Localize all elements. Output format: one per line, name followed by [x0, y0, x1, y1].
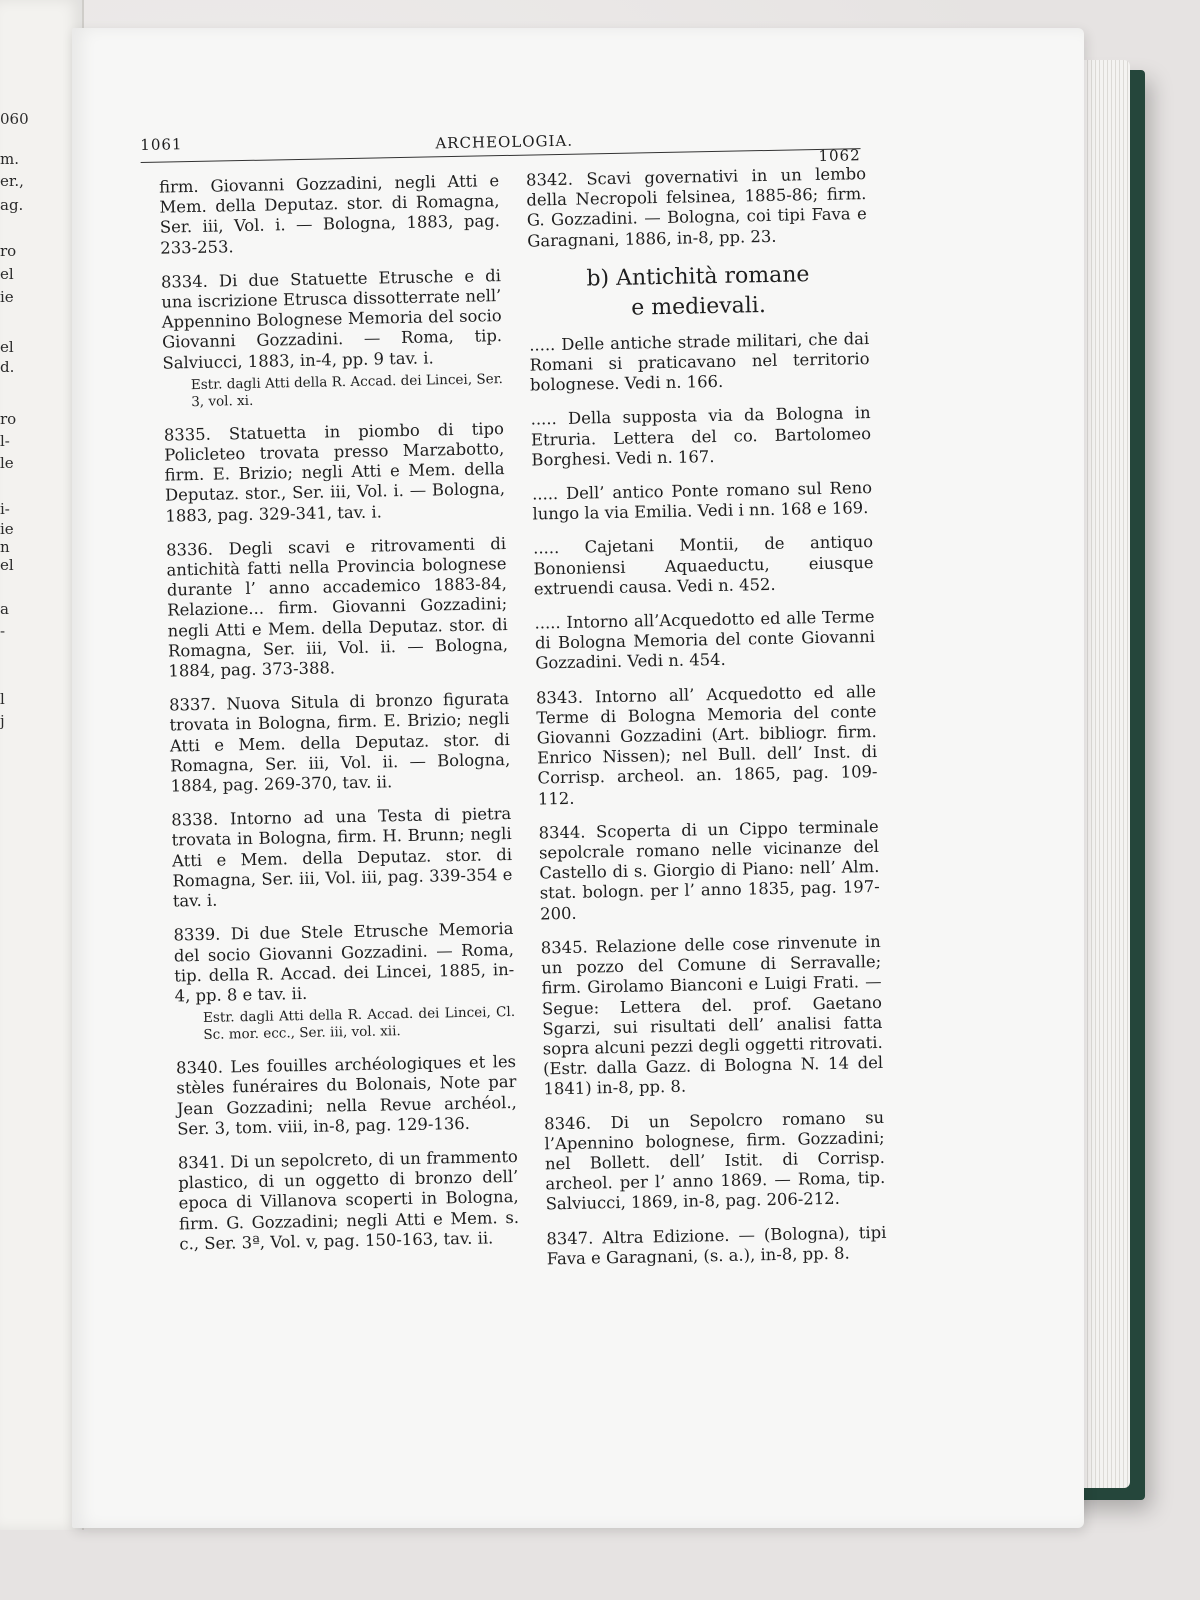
left-page-text: el	[0, 556, 14, 574]
entry-8346: 8346. Di un Sepolcro romano su l’Apennino bolognese, firm. Gozzadini; nel Bollett. dell’ Istit. di Corrisp. archeol. per l’ anno 1869. — Roma, tip. Salviucci, 1869, in-8, pag. 206-212.	[544, 1107, 886, 1214]
left-page-text: el	[0, 338, 14, 356]
left-page-text: m.	[0, 150, 19, 168]
entry-8344: 8344. Scoperta di un Cippo terminale sepolcrale romano nelle vicinanze del Castello di s. Giorgio di Piano: nell’ Alm. stat. bologn. per l’ anno 1835, pag. 197-200.	[538, 816, 880, 924]
entry-8342: 8342. Scavi governativi in un lembo della Necropoli felsinea, 1885-86; firm. G. Gozzadini. — Bologna, coi tipi Fava e Garagnani, 1886, in-8, pp. 23.	[525, 164, 867, 251]
left-page-text: n	[0, 538, 10, 556]
left-page-text: ro	[0, 410, 17, 428]
left-page-text: ie	[0, 520, 14, 538]
entry-ref-454: ..... Intorno all’Acquedotto ed alle Terme di Bologna Memoria del conte Giovanni Gozzadini. Vedi n. 454.	[534, 607, 876, 673]
entry-8339: 8339. Di due Stele Etrusche Memoria del socio Giovanni Gozzadini. — Roma, tip. della R. Accad. dei Lincei, 1885, in-4, pp. 8 e tav. ii. Estr. dagli Atti della R. Accad. dei Lincei, Cl. Sc. mor. ecc., Ser. iii, vol. xii.	[173, 919, 516, 1044]
left-page-text: ro	[0, 242, 17, 260]
entry-ref-452: ..... Cajetani Montii, de antiquo Bononiensi Aquaeductu, eiusque extruendi causa. Vedi n. 452.	[532, 532, 874, 599]
left-page-text: a	[0, 600, 9, 618]
section-heading-line: b) Antichità romane	[586, 261, 810, 292]
left-page-text: er.,	[0, 172, 24, 190]
entry-8347: 8347. Altra Edizione. — (Bologna), tipi Fava e Garagnani, (s. a.), in-8, pp. 8.	[546, 1222, 887, 1269]
entry-8334: 8334. Di due Statuette Etrusche e di una iscrizione Etrusca dissotterrate nell’ Appennino Bolognese Memoria del socio Giovanni Gozzadini. — Roma, tip. Salviucci, 1883, in-4, pp. 9 tav. i. Estr. dagli Atti della R. Accad. dei Lincei, Ser. 3, vol. xi.	[160, 265, 504, 410]
entry-continued: firm. Giovanni Gozzadini, negli Atti e Mem. della Deputaz. stor. di Romagna, Ser. iii, Vol. i. — Bologna, 1883, pag. 233-253.	[158, 171, 501, 258]
entry-8345: 8345. Relazione delle cose rinvenute in un pozzo del Comune di Serravalle; firm. Girolamo Bianconi e Luigi Frati. — Segue: Lettera del. prof. Gaetano Sgarzi, sui risultati dell’ analisi fatta sopra alcuni pezzi degli oggetti ritrovati. (Estr. dalla Gazz. di Bologna N. 14 del 1841) in-8, pp. 8.	[540, 931, 884, 1099]
left-page-text: l	[0, 690, 5, 708]
entry-8337: 8337. Nuova Situla di bronzo figurata trovata in Bologna, firm. E. Brizio; negli Atti e Mem. della Deputaz. stor. di Romagna, Ser. iii, Vol. ii. — Bologna, 1884, pag. 269-370, tav. ii.	[168, 689, 511, 796]
left-page-text: 060	[0, 110, 29, 128]
entry-ref-168: ..... Dell’ antico Ponte romano sul Reno lungo la via Emilia. Vedi i nn. 168 e 169.	[531, 478, 873, 524]
left-page-text: ag.	[0, 196, 24, 214]
entry-8343: 8343. Intorno all’ Acquedotto ed alle Terme di Bologna Memoria del conte Giovanni Gozzadini (Art. bibliogr. firm. Enrico Nissen); nel Bull. dell’ Inst. di Corrisp. archeol. an. 1865, pag. 109-112.	[535, 681, 878, 809]
entry-8338: 8338. Intorno ad una Testa di pietra trovata in Bologna, firm. H. Brunn; negli Atti e Mem. della Deputaz. stor. di Romagna, Ser. iii, Vol. iii, pag. 339-354 e tav. i.	[171, 804, 513, 911]
left-page-text: l-	[0, 432, 10, 450]
entry-8335: 8335. Statuetta in piombo di tipo Policleteo trovata presso Marzabotto, firm. E. Brizio; negli Atti e Mem. della Deputaz. stor., Ser. iii, Vol. i. — Bologna, 1883, pag. 329-341, tav. i.	[163, 418, 506, 526]
entry-ref-166: ..... Delle antiche strade militari, che dai Romani si praticavano nel territorio bolognese. Vedi n. 166.	[529, 328, 870, 395]
entry-note: Estr. dagli Atti della R. Accad. dei Lincei, Ser. 3, vol. xi.	[190, 370, 504, 410]
left-page-text: j	[0, 712, 5, 730]
left-page-text: d.	[0, 358, 15, 376]
left-page-text: ie	[0, 288, 14, 306]
left-column	[159, 171, 520, 1268]
entry-note: Estr. dagli Atti della R. Accad. dei Lincei, Cl. Sc. mor. ecc., Ser. iii, vol. xii.	[202, 1004, 516, 1044]
entry-8340: 8340. Les fouilles archéologiques et les stèles funéraires du Bolonais, Note par Jean Gozzadini; nella Revue archéol., Ser. 3, tom. viii, in-8, pag. 129-136.	[175, 1052, 517, 1139]
entry-8341: 8341. Di un sepolcreto, di un frammento plastico, di un oggetto di bronzo dell’ epoca di Villanova scoperti in Bologna, firm. G. Gozzadini; negli Atti e Mem. s. c., Ser. 3ª, Vol. v, pag. 150-163, tav. ii.	[177, 1146, 520, 1254]
entry-ref-167: ..... Della supposta via da Bologna in Etruria. Lettera del co. Bartolomeo Borghesi. Vedi n. 167.	[530, 403, 872, 470]
page-title: ARCHEOLOGIA.	[435, 131, 574, 153]
left-page-text: -	[0, 622, 6, 640]
left-page-text: i-	[0, 500, 10, 518]
right-column	[526, 164, 887, 1283]
section-heading-line: e medievali.	[630, 292, 767, 321]
left-page-text: el	[0, 265, 14, 283]
page-number-right: 1062	[818, 146, 861, 165]
left-page-text: le	[0, 454, 14, 472]
page-number-left: 1061	[140, 135, 183, 154]
entry-8336: 8336. Degli scavi e ritrovamenti di antichità fatti nella Provincia bolognese durante l’ anno accademico 1883-84, Relazione... firm. Giovanni Gozzadini; negli Atti e Mem. della Deputaz. stor. di Romagna, Ser. iii, Vol. ii. — Bologna, 1884, pag. 373-388.	[165, 533, 509, 681]
section-heading	[528, 259, 869, 326]
